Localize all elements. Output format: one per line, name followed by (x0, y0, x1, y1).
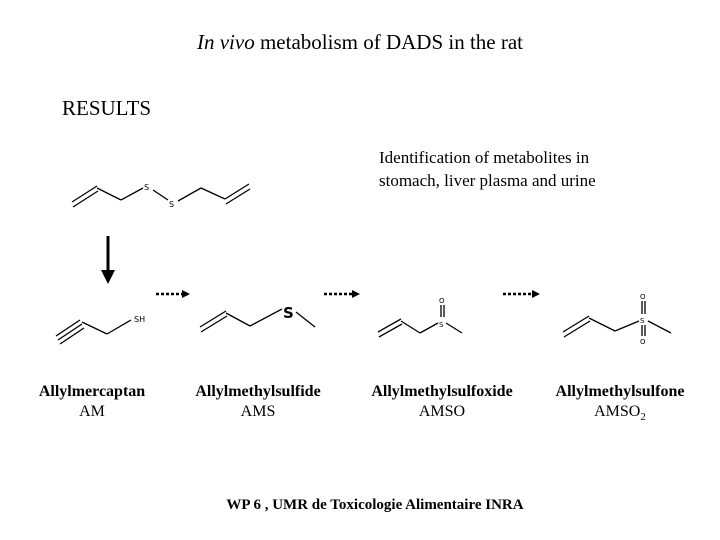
amso2-oxygen-bottom: O (640, 338, 646, 346)
footer-credit: WP 6 , UMR de Toxicologie Alimentaire INRA (226, 497, 524, 513)
amso2-oxygen-top: O (640, 293, 646, 301)
am-structure (56, 320, 131, 344)
bond (178, 188, 201, 201)
metabolite-amso (362, 382, 522, 427)
bond (615, 321, 639, 331)
identification-line-1: Identification of metabolites in (379, 148, 590, 167)
bond (97, 188, 121, 200)
identification-line-2: stomach, liver plasma and urine (379, 171, 596, 190)
dads-structure (72, 184, 250, 207)
metabolite-ams (178, 382, 338, 427)
bond (107, 320, 131, 334)
title-rest: metabolism of DADS in the rat (254, 30, 524, 54)
metabolite-name: Allylmethylsulfide (195, 383, 321, 400)
ams-structure (200, 309, 315, 332)
amso-sulfur-label: S (439, 321, 444, 329)
ams-sulfur-label: S (283, 304, 294, 322)
amso-structure (378, 305, 462, 337)
amso2-structure (563, 301, 671, 337)
title-italic: In vivo (196, 30, 255, 54)
bond (82, 322, 107, 334)
bond (648, 321, 671, 333)
dads-sulfur-2: S (169, 200, 175, 209)
dads-sulfur-1: S (144, 183, 150, 192)
bond (296, 312, 315, 327)
amso2-sulfur-label: S (640, 317, 645, 325)
metabolite-abbr: AM (79, 403, 105, 420)
bond (201, 188, 225, 199)
section-heading: RESULTS (62, 96, 152, 120)
amso-oxygen-label: O (439, 297, 445, 305)
bond (226, 313, 250, 326)
bond (153, 190, 168, 200)
metabolite-abbr: AMS (240, 403, 276, 420)
bond (378, 319, 401, 332)
bond (121, 188, 143, 200)
bond (401, 321, 420, 333)
metabolite-name: Allylmethylsulfone (555, 383, 685, 400)
metabolite-name: Allylmethylsulfoxide (371, 383, 513, 400)
metabolite-name: Allylmercaptan (38, 383, 146, 400)
bond (589, 318, 615, 331)
bond (379, 324, 402, 337)
bond (420, 323, 438, 333)
metabolite-am (12, 382, 172, 427)
metabolite-abbr: $AMSO_2$ (594, 403, 646, 424)
bond (250, 309, 282, 326)
am-thiol-label: SH (134, 315, 146, 324)
metabolite-amso2 (540, 382, 700, 427)
metabolite-abbr: AMSO (418, 403, 466, 420)
bond (446, 323, 462, 333)
